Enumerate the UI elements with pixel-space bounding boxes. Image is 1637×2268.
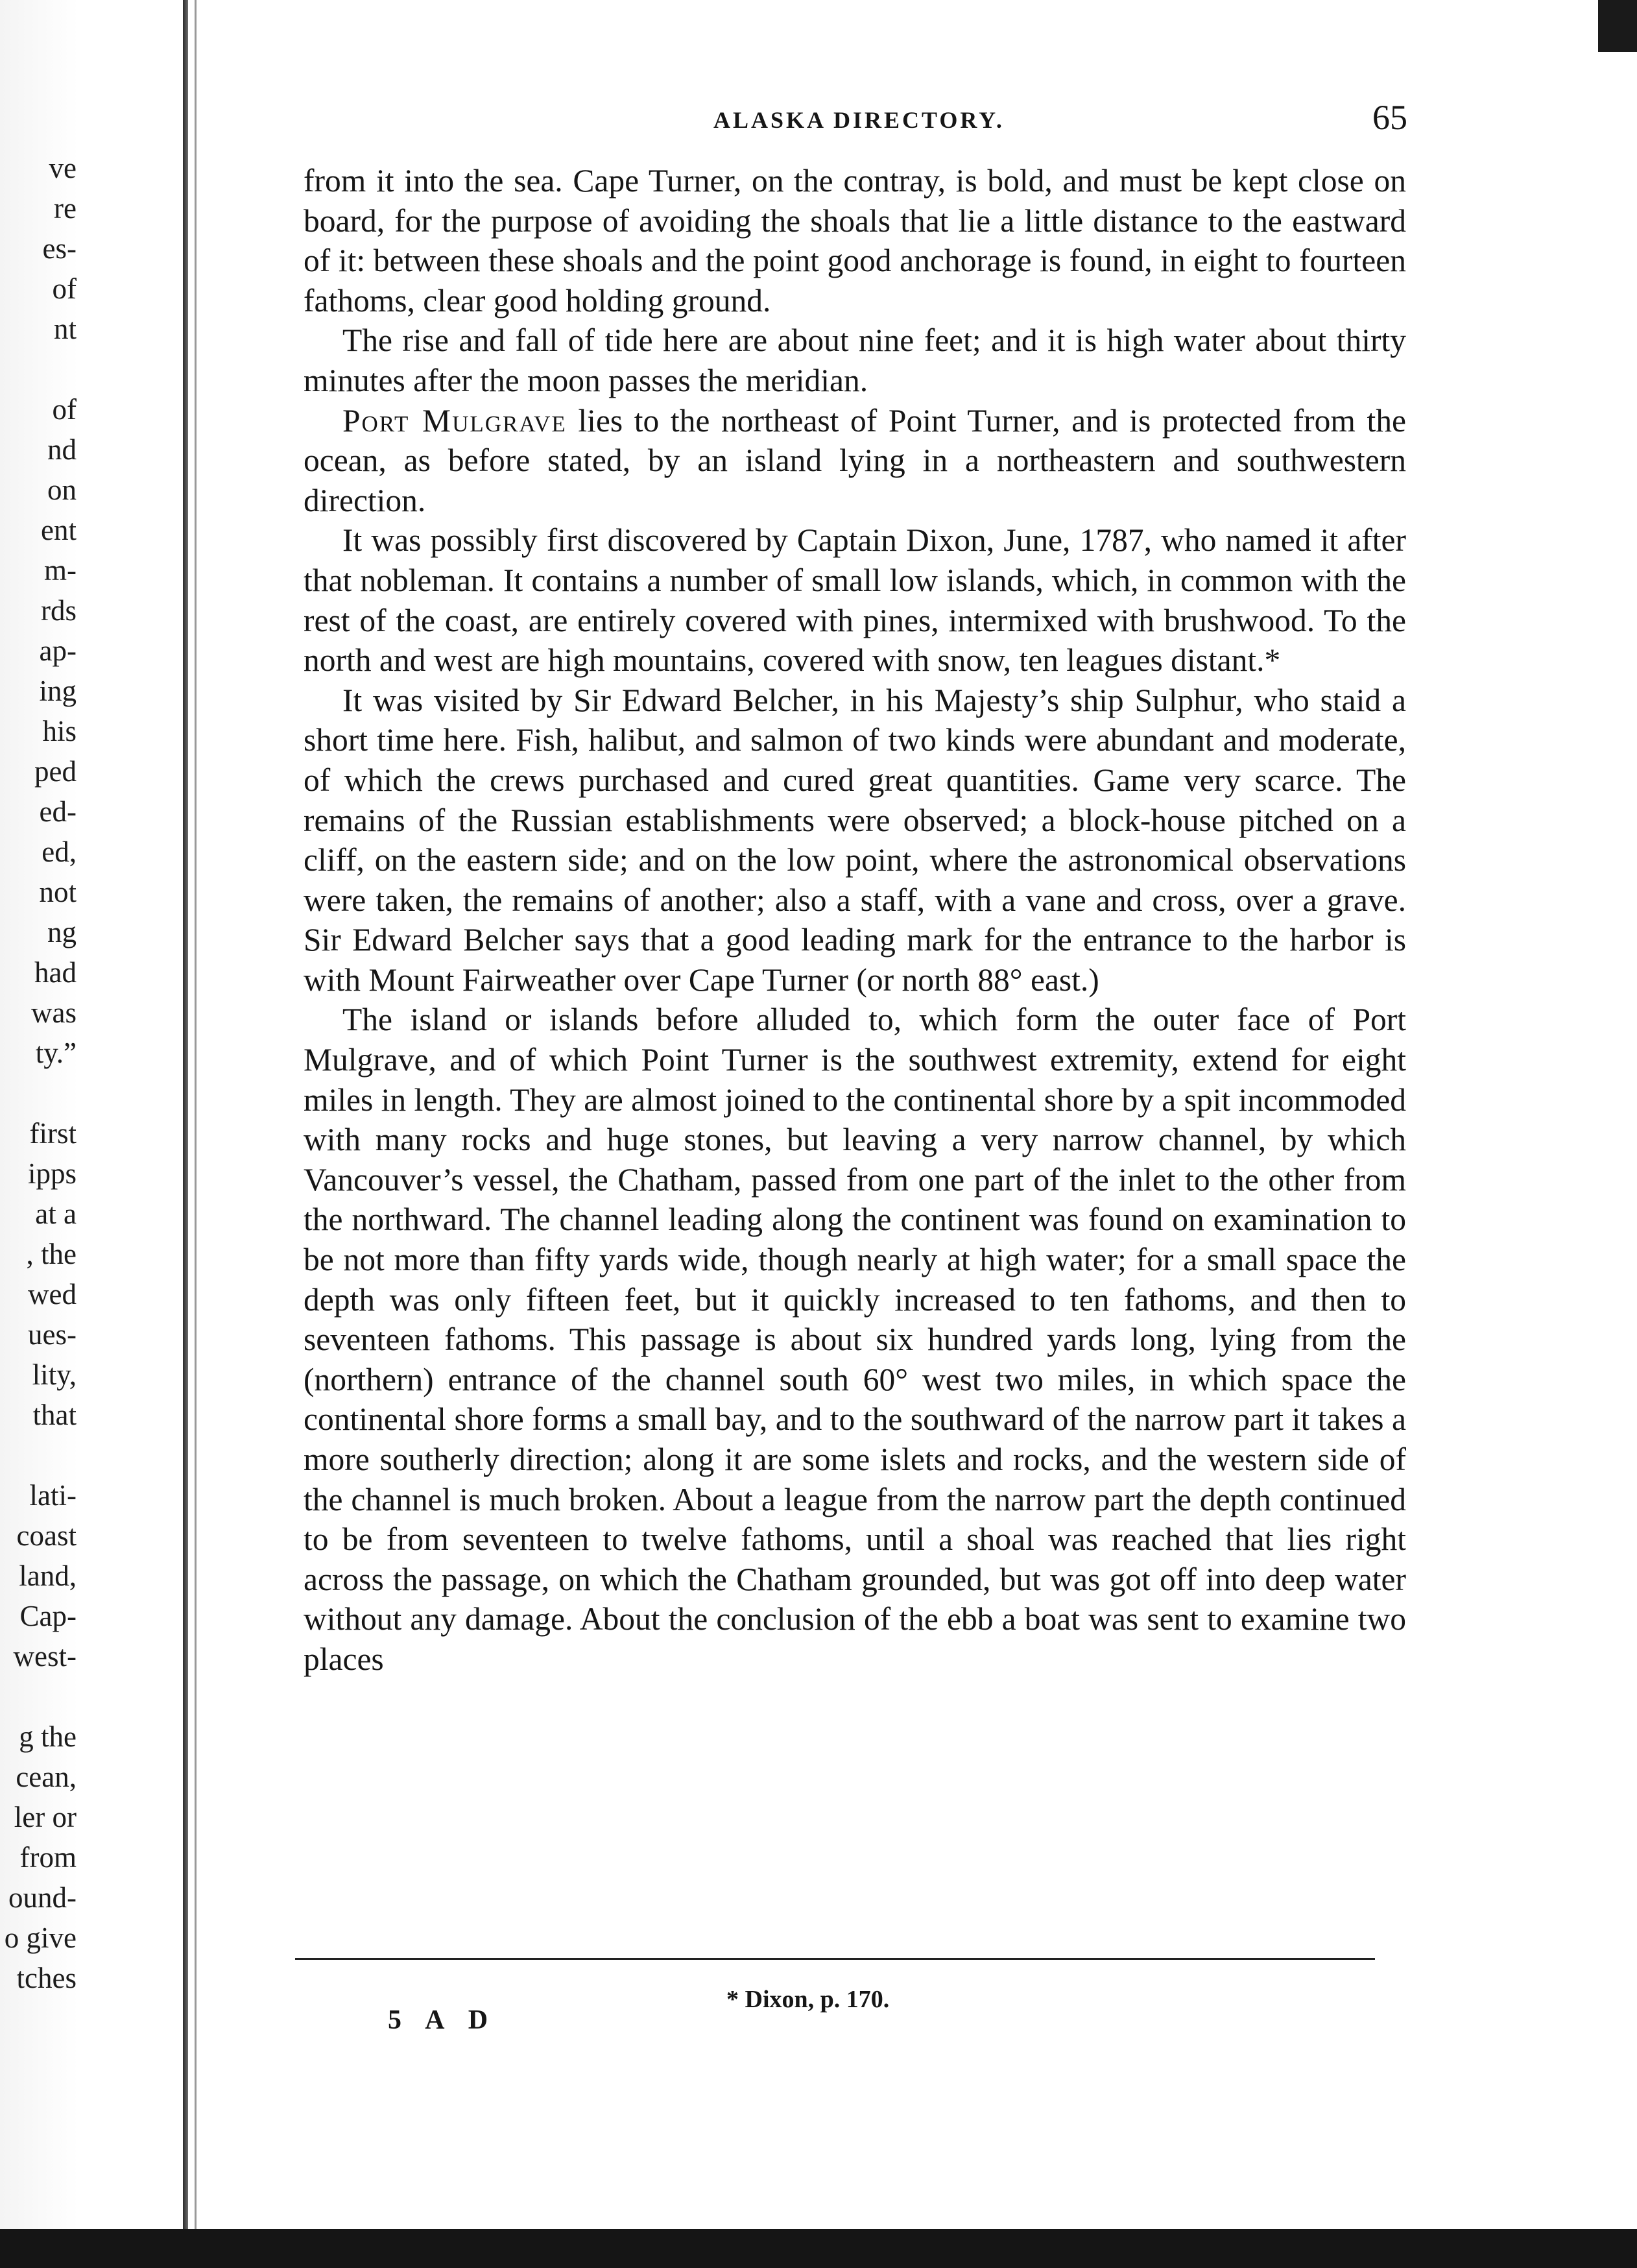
previous-page-fragment: ve: [49, 152, 77, 184]
scan-corner: [1598, 0, 1637, 52]
previous-page-fragment: was: [31, 996, 77, 1029]
previous-page-fragment: not: [39, 876, 77, 908]
paragraph: It was possibly first discovered by Captain Dixon, June, 1787, who named it after that nobleman. It contains a number of small low islands, which, in common with the rest of the coast, are entirely covered with pines, intermixed with brushwood. To the north and west are high mountains, covered with snow, ten leagues distant.*: [304, 522, 1406, 679]
previous-page-fragment: tches: [16, 1962, 77, 1994]
previous-page-fragment: of: [52, 393, 77, 426]
running-title: ALASKA DIRECTORY.: [713, 107, 1005, 133]
previous-page-fragment: rds: [41, 594, 77, 627]
previous-page-fragment: , the: [26, 1238, 77, 1270]
paragraph: Port Mulgrave lies to the northeast of Point Turner, and is protected from the ocean, as before stated, by an island lying in a northeastern and southwestern direction.: [304, 402, 1406, 518]
previous-page-fragment: ler or: [14, 1801, 77, 1833]
previous-page-fragment: on: [47, 474, 77, 506]
previous-page-fragment: o give: [4, 1922, 77, 1954]
body-text: [304, 161, 1406, 1680]
previous-page-fragment: of: [52, 272, 77, 305]
previous-page-fragment: nd: [47, 433, 77, 466]
previous-page-fragment: ues-: [28, 1318, 77, 1351]
previous-page-fragment: lati-: [29, 1479, 77, 1512]
previous-page-fragment: re: [54, 192, 77, 224]
previous-page-fragment: lity,: [32, 1358, 77, 1391]
previous-page-fragment: first: [29, 1117, 77, 1150]
previous-page-fragment: [0, 1676, 77, 1717]
previous-page-fragment: had: [34, 956, 77, 989]
previous-page-fragment: m-: [44, 554, 77, 586]
previous-page-fragment: [0, 349, 77, 389]
book-gutter: [183, 0, 188, 2268]
previous-page-fragment: ped: [34, 755, 77, 788]
book-gutter-edge: [195, 0, 197, 2268]
previous-page-fragment: ipps: [27, 1157, 77, 1190]
footnote-rule: [295, 1958, 1375, 1960]
previous-page-fragment: g the: [19, 1720, 77, 1753]
previous-page-fragment: [0, 1435, 77, 1475]
previous-page-fragment: ing: [39, 675, 77, 707]
footnote: * Dixon, p. 170.: [726, 1986, 890, 2013]
paragraph: from it into the sea. Cape Turner, on the contray, is bold, and must be kept close on board, for the purpose of avoiding the shoals that lie a little distance to the eastward of it: between these shoals and the point good anchorage is found, in eight to fourteen fathoms, clear good holding ground.: [304, 163, 1406, 319]
paragraph: The island or islands before alluded to, which form the outer face of Port Mulgrave, and of which Point Turner is the southwest extremity, extend for eight miles in length. They are almost joined to the continental shore by a spit incommoded with many rocks and huge stones, but leaving a very narrow channel, by which Vancouver’s vessel, the Chatham, passed from one part of the inlet to the other from the northward. The channel leading along the continent was found on examination to be not more than fifty yards wide, though nearly at high water; for a small space the depth was only fifteen feet, but it quickly increased to ten fathoms, and then to seventeen fathoms. This passage is about six hundred yards long, lying from the (northern) entrance of the channel south 60° west two miles, in which space the continental shore forms a small bay, and to the southward of the narrow part it takes a more southerly direction; along it are some islets and rocks, and the western side of the channel is much broken. About a league from the narrow part the depth continued to be from seventeen to twelve fathoms, until a shoal was reached that lies right across the passage, on which the Chatham grounded, but was got off into deep water without any damage. About the conclusion of the ebb a boat was sent to examine two places: [304, 1002, 1406, 1677]
previous-page-fragment: ound-: [8, 1881, 77, 1914]
page-header: [311, 97, 1407, 149]
previous-page-fragment: Cap-: [19, 1600, 77, 1632]
previous-page-fragment: ng: [47, 916, 77, 948]
previous-page-fragment: es-: [42, 232, 77, 265]
signature-mark: 5 A D: [388, 2005, 497, 2035]
page-number: 65: [1372, 98, 1407, 137]
previous-page-fragment: wed: [28, 1278, 77, 1310]
previous-page-fragment: ap-: [39, 634, 77, 667]
scan-bottom-edge: [0, 2229, 1637, 2268]
previous-page-fragment: west-: [13, 1640, 77, 1672]
previous-page-fragment: ent: [41, 514, 77, 546]
paragraph: It was visited by Sir Edward Belcher, in his Majesty’s ship Sulphur, who staid a short time here. Fish, halibut, and salmon of two kinds were abundant and moderate, of which the crews purchased and cured great quantities. Game very scarce. The remains of the Russian establishments were observed; a block-house pitched on a cliff, on the eastern side; and on the low point, where the astronomical observations were taken, the remains of another; also a staff, with a vane and cross, over a grave. Sir Edward Belcher says that a good leading mark for the entrance to the harbor is with Mount Fairweather over Cape Turner (or north 88° east.): [304, 682, 1406, 998]
previous-page-fragment: ed,: [42, 836, 77, 868]
previous-page-fragment: land,: [19, 1560, 77, 1592]
previous-page-fragments: [0, 148, 77, 1998]
previous-page-fragment: at a: [35, 1198, 77, 1230]
previous-page-fragment: ty.”: [35, 1037, 77, 1069]
previous-page-fragment: coast: [16, 1519, 77, 1552]
previous-page-fragment: nt: [53, 313, 77, 345]
previous-page-fragment: his: [42, 715, 77, 747]
paragraph: The rise and fall of tide here are about nine feet; and it is high water about thirty minutes after the moon passes the meridian.: [304, 322, 1406, 398]
previous-page-fragment: cean,: [16, 1761, 77, 1793]
previous-page-fragment: [0, 1073, 77, 1113]
lead-in-heading: Port Mulgrave: [342, 402, 567, 439]
previous-page-fragment: ed-: [39, 795, 77, 828]
previous-page-fragment: that: [32, 1399, 77, 1431]
previous-page-fragment: from: [19, 1841, 77, 1874]
